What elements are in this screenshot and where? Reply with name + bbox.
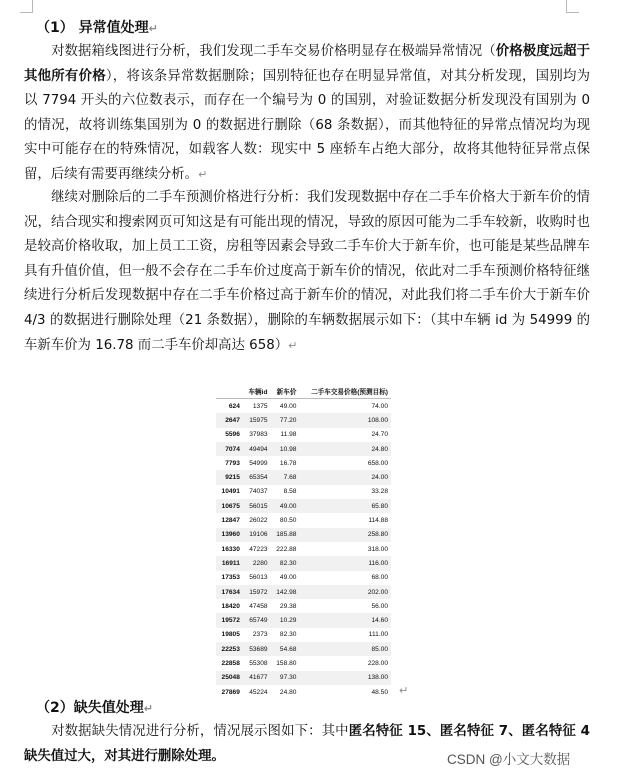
table-cell: 49.00: [279, 402, 297, 410]
paragraph-mark-icon: ↵: [288, 338, 298, 352]
row-index-cell: 17634: [216, 585, 243, 599]
table-cell: 142.98: [271, 585, 300, 599]
table-cell: 24.80: [299, 442, 391, 456]
bold-text-run: 价格极度远超于其他所有价格: [24, 44, 591, 84]
paragraph-mark-icon: ↵: [143, 702, 153, 715]
table-row: [216, 628, 391, 642]
section2-heading-text: （2）缺失值处理: [36, 700, 144, 716]
section1-paragraph-2-text: 继续对删除后的二手车预测价格进行分析：我们发现数据中存在二手车价格大于新车价的情况，结合现实和搜索网页可知这是有可能出现的情况，导致的原因可能为二手车较新，收购时也是较高价格收取，加上员工工资，房租等因素会导致二手车价大于新车价，也可能是某些品牌车具有升值价值，但一般不会存在二手车价过度高于新车价的情况，依此对二手车预测价格特征继续进行分析后发现数据中存在二手车价格过高于新车价的情况，对此我们将二手车价大于新车价 4/3 的数据进行删除处理（21 条数据），删除的车辆数据展示如下：（其中车辆 id 为 54999 的车新车价为 16.78 而二手车价却高达 658）: [24, 190, 590, 353]
table-cell: 56013: [249, 574, 268, 582]
table-column-header: 新车价: [271, 383, 300, 399]
table-cell: 55308: [249, 659, 268, 667]
deleted-cars-table-image: [216, 383, 391, 696]
table-cell: 26022: [249, 517, 268, 525]
table-cell: 29.38: [279, 602, 297, 610]
row-index-cell: 13960: [216, 528, 243, 542]
table-row: [216, 542, 391, 556]
table-cell: 24.80: [279, 688, 297, 696]
table-column-header: 车辆id: [243, 383, 271, 399]
table-cell: 74037: [249, 488, 268, 496]
table-cell: 48.50: [371, 688, 388, 696]
table-row: [216, 613, 391, 627]
table-cell: 2280: [243, 556, 271, 570]
row-index-cell: 5596: [225, 431, 240, 439]
table-cell: 47223: [249, 545, 268, 553]
page-corner-mark-right: [566, 0, 579, 13]
table-cell: 19106: [243, 528, 271, 542]
table-cell: 10.98: [271, 442, 300, 456]
table-cell: 1375: [252, 402, 268, 410]
table-cell: 658.00: [367, 459, 388, 467]
row-index-cell: 10675: [216, 499, 243, 513]
section1-paragraph-1: [24, 40, 590, 188]
row-index-cell: 19805: [221, 631, 240, 639]
table-cell: 33.28: [371, 488, 388, 496]
table-cell: 318.00: [367, 545, 388, 553]
table-cell: 8.58: [283, 488, 297, 496]
table-row: [216, 485, 391, 499]
table-row: [216, 642, 391, 656]
table-row: [216, 428, 391, 442]
table-cell: 56015: [243, 499, 271, 513]
paragraph-mark-icon: ↵: [148, 22, 158, 35]
row-index-cell: 12847: [221, 517, 240, 525]
table-cell: 10.29: [271, 613, 300, 627]
table-row: [216, 442, 391, 456]
table-row: [216, 671, 391, 685]
text-run: 对数据箱线图进行分析，我们发现二手车交易价格明显存在极端异常情况（: [51, 44, 496, 59]
table-body: [216, 399, 391, 700]
table-cell: 16.78: [279, 459, 297, 467]
table-row: [216, 571, 391, 585]
section1-paragraph-2: [24, 186, 590, 358]
table-cell: 258.80: [299, 528, 391, 542]
table-cell: 49.00: [279, 574, 297, 582]
table-cell: 74.00: [371, 402, 388, 410]
table-cell: 11.98: [280, 431, 297, 439]
table-cell: 41677: [243, 671, 271, 685]
table-row: [216, 556, 391, 570]
page-corner-mark-left: [20, 0, 33, 13]
table-cell: 228.00: [367, 659, 388, 667]
row-index-cell: 19572: [216, 613, 243, 627]
table-cell: 7.68: [271, 470, 300, 484]
table-cell: 97.30: [271, 671, 300, 685]
deleted-cars-table: [216, 383, 391, 699]
row-index-cell: 9215: [216, 470, 243, 484]
table-cell: 47458: [249, 602, 268, 610]
table-cell: 56.00: [371, 602, 388, 610]
table-column-header: 二手车交易价格(预测目标): [299, 383, 391, 399]
row-index-cell: 10491: [221, 488, 240, 496]
table-cell: 2373: [252, 631, 268, 639]
table-cell: 111.00: [368, 631, 388, 639]
table-row: [216, 499, 391, 513]
table-cell: 37983: [249, 431, 268, 439]
row-index-cell: 18420: [221, 602, 240, 610]
section1-heading-text: （1） 异常值处理: [36, 20, 149, 36]
table-cell: 222.88: [276, 545, 297, 553]
row-index-cell: 2647: [216, 413, 243, 427]
table-row: [216, 513, 391, 527]
table-cell: 68.00: [371, 574, 388, 582]
table-cell: 65749: [243, 613, 271, 627]
watermark: CSDN @小文大数据: [447, 752, 571, 767]
row-index-cell: 16911: [216, 556, 243, 570]
table-cell: 45224: [249, 688, 268, 696]
table-cell: 15975: [243, 413, 271, 427]
table-cell: 14.60: [299, 613, 391, 627]
table-column-header: [216, 383, 243, 399]
table-row: [216, 413, 391, 427]
table-cell: 202.00: [299, 585, 391, 599]
section2-heading: [36, 697, 153, 717]
table-row: [216, 528, 391, 542]
table-cell: 54999: [249, 459, 268, 467]
row-index-cell: 27869: [221, 688, 240, 696]
table-cell: 15972: [243, 585, 271, 599]
section1-heading: [36, 17, 158, 37]
row-index-cell: 16330: [221, 545, 240, 553]
table-cell: 77.20: [271, 413, 300, 427]
paragraph-mark-icon: ↵: [399, 684, 409, 697]
table-cell: 82.30: [271, 556, 300, 570]
row-index-cell: 22253: [216, 642, 243, 656]
table-cell: 116.00: [299, 556, 391, 570]
table-cell: 82.30: [279, 631, 297, 639]
table-cell: 53689: [243, 642, 271, 656]
row-index-cell: 7074: [216, 442, 243, 456]
bold-text-run: 匿名特征 15、匿名特征 7、匿名特征 4 缺失值过大，对其进行删除处理。: [24, 724, 590, 764]
table-cell: 65354: [243, 470, 271, 484]
table-cell: 24.00: [299, 470, 391, 484]
table-cell: 24.70: [371, 431, 388, 439]
row-index-cell: 624: [228, 402, 240, 410]
row-index-cell: 17353: [221, 574, 240, 582]
section1-paragraph-1-text: [24, 44, 590, 182]
table-row: [216, 656, 391, 670]
row-index-cell: 22858: [221, 659, 240, 667]
table-row: [216, 399, 391, 414]
table-cell: 158.80: [276, 659, 297, 667]
table-cell: 54.68: [271, 642, 300, 656]
table-row: [216, 470, 391, 484]
table-header-row: [216, 383, 391, 399]
table-cell: 185.88: [271, 528, 300, 542]
row-index-cell: 7793: [225, 459, 240, 467]
row-index-cell: 25048: [216, 671, 243, 685]
table-row: [216, 585, 391, 599]
paragraph-mark-icon: ↵: [198, 167, 208, 181]
table-cell: 108.00: [299, 413, 391, 427]
table-cell: 80.50: [279, 517, 297, 525]
text-run: 对数据缺失情况进行分析，情况展示图如下：其中: [51, 724, 349, 739]
table-cell: 138.00: [299, 671, 391, 685]
table-row: [216, 685, 391, 699]
table-cell: 49.00: [271, 499, 300, 513]
table-cell: 114.88: [368, 517, 388, 525]
table-cell: 85.00: [299, 642, 391, 656]
table-cell: 49494: [243, 442, 271, 456]
text-run: ），将该条异常数据删除；国别特征也存在明显异常值，对其分析发现，国别均为以 7794 开头的六位数表示，而存在一个编号为 0 的国别，对验证数据分析发现没有国别为 0 的情况，故将训练集国别为 0 的数据进行删除（68 条数据），而其他特征的异常点情况均为现实中可能存在的特殊情况，如载客人数：现实中 5 座轿车占绝大部分，故将其他特征异常点保留，后续有需要再继续分析。: [24, 68, 590, 182]
table-row: [216, 599, 391, 613]
table-row: [216, 456, 391, 470]
table-cell: 65.80: [299, 499, 391, 513]
